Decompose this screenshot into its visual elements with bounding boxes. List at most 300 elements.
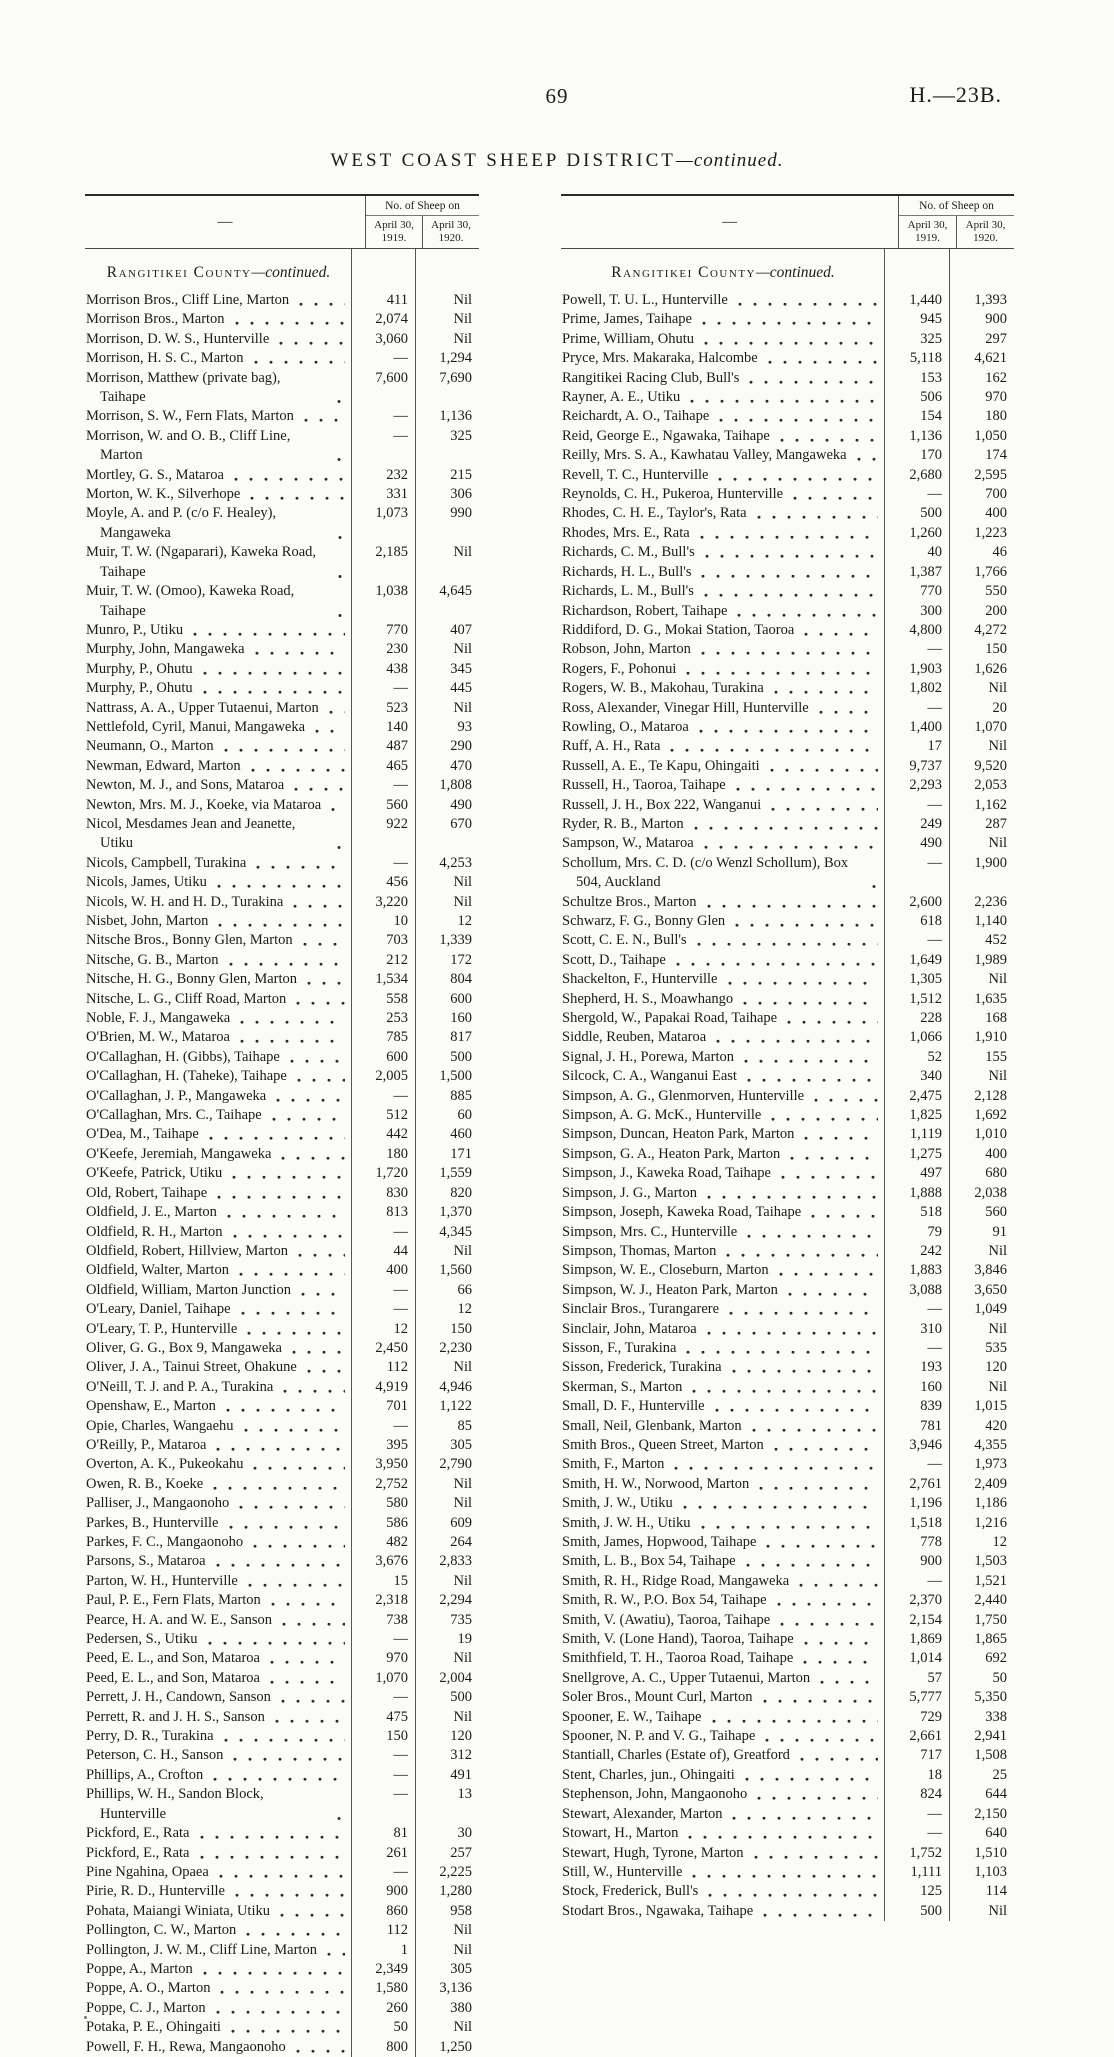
dot-leader (737, 602, 878, 621)
sheep-count-1919: 44 (351, 1242, 415, 1261)
sheep-count-1920: 958 (415, 1902, 479, 1921)
sheep-count-1920: 1,070 (949, 718, 1014, 737)
sheep-count-1920: 4,946 (415, 1378, 479, 1397)
sheep-count-1920: 1,136 (415, 407, 479, 426)
dot-leader (757, 1785, 878, 1804)
owner-name: Smith, V. (Lone Hand), Taoroa, Taihape (561, 1630, 884, 1649)
dot-leader (232, 1164, 345, 1183)
sheep-count-1920: 2,053 (949, 776, 1014, 795)
sheep-count-1919: 228 (884, 1009, 949, 1028)
sheep-count-1919: 558 (351, 990, 415, 1009)
owner-name: Nitsche, L. G., Cliff Road, Marton (85, 990, 351, 1009)
table-row (561, 1494, 1014, 1513)
dot-leader (294, 776, 345, 795)
sheep-count-1919: 395 (351, 1436, 415, 1455)
owner-name: Small, D. F., Hunterville (561, 1397, 884, 1416)
owner-name: Peterson, C. H., Sanson (85, 1746, 351, 1765)
sheep-count-1920: 305 (415, 1960, 479, 1979)
dot-leader (736, 776, 878, 795)
table-row (561, 1339, 1014, 1358)
dot-leader (716, 1028, 878, 1047)
dot-leader (757, 504, 878, 523)
owner-name: Ross, Alexander, Vinegar Hill, Hunterville (561, 699, 884, 718)
dot-leader (692, 1863, 878, 1882)
table-row (85, 931, 479, 950)
sheep-count-1919: 170 (884, 446, 949, 465)
table-row (561, 349, 1014, 368)
sheep-count-1919: 703 (351, 931, 415, 950)
sheep-count-1920: 171 (415, 1145, 479, 1164)
owner-name: Owen, R. B., Koeke (85, 1475, 351, 1494)
dot-leader (220, 1979, 345, 1998)
table-row (85, 1397, 479, 1416)
sheep-count-1919: 249 (884, 815, 949, 834)
owner-name: Pryce, Mrs. Makaraka, Halcombe (561, 349, 884, 368)
sheep-count-1920: 1,521 (949, 1572, 1014, 1591)
sheep-count-1920: 12 (415, 912, 479, 931)
sheep-count-1920: 5,350 (949, 1688, 1014, 1707)
sheep-count-1919: 1,869 (884, 1630, 949, 1649)
sheep-count-1919: 261 (351, 1844, 415, 1863)
table-row (561, 757, 1014, 776)
sheep-count-1919: 4,919 (351, 1378, 415, 1397)
sheep-count-1919: 81 (351, 1824, 415, 1843)
sheep-count-1919: 487 (351, 737, 415, 756)
sheep-count-1920: 990 (415, 504, 479, 543)
sheep-count-1919: 193 (884, 1358, 949, 1377)
sheep-count-1920: 500 (415, 1048, 479, 1067)
page-number: 69 (545, 84, 569, 108)
dot-leader (692, 1378, 878, 1397)
owner-name: Nicol, Mesdames Jean and Jeanette, Utiku (85, 815, 351, 854)
sheep-count-1920: 1,900 (949, 854, 1014, 893)
dot-leader (804, 1630, 878, 1649)
dot-leader (231, 2018, 345, 2037)
dot-leader (744, 1048, 878, 1067)
sheep-count-1920: 644 (949, 1785, 1014, 1804)
owner-name: Riddiford, D. G., Mokai Station, Taoroa (561, 621, 884, 640)
dot-leader (247, 1320, 345, 1339)
owner-name: Spooner, N. P. and V. G., Taihape (561, 1727, 884, 1746)
sheep-count-1919: 300 (884, 602, 949, 621)
table-row (85, 310, 479, 329)
sheep-count-1920: 297 (949, 330, 1014, 349)
table-row (561, 990, 1014, 1009)
sheep-count-1919: 438 (351, 660, 415, 679)
sheep-count-1919: 1,752 (884, 1844, 949, 1863)
page-title-continued: —continued. (675, 150, 784, 171)
sheep-count-1920: 2,150 (949, 1805, 1014, 1824)
dot-leader (771, 1106, 878, 1125)
table-row (561, 912, 1014, 931)
owner-name: Peed, E. L., and Son, Mataroa (85, 1669, 351, 1688)
table-row (85, 1999, 479, 2018)
sheep-count-1920: 1,015 (949, 1397, 1014, 1416)
owner-name: Nicols, W. H. and H. D., Turakina (85, 893, 351, 912)
owner-name: Perry, D. R., Turakina (85, 1727, 351, 1746)
sheep-count-1920: 600 (415, 990, 479, 1009)
sheep-count-1920: 306 (415, 485, 479, 504)
dot-leader (705, 543, 878, 562)
sheep-count-1920: 1,010 (949, 1125, 1014, 1144)
table-row (85, 854, 479, 873)
sheep-count-1919: 400 (351, 1261, 415, 1280)
owner-name: Ryder, R. B., Marton (561, 815, 884, 834)
owner-name: Schollum, Mrs. C. D. (c/o Wenzl Schollum), Box 504, Auckland (561, 854, 884, 893)
owner-name: Reynolds, C. H., Pukeroa, Hunterville (561, 485, 884, 504)
sheep-count-1919: 800 (351, 2038, 415, 2057)
sheep-count-1920: 491 (415, 1766, 479, 1785)
dot-leader (290, 1048, 345, 1067)
dot-leader (701, 640, 878, 659)
sheep-count-1920: 804 (415, 970, 479, 989)
sheep-count-1920: 2,128 (949, 1087, 1014, 1106)
table-row (561, 1048, 1014, 1067)
dot-leader (293, 893, 345, 912)
owner-name: Oldfield, Walter, Marton (85, 1261, 351, 1280)
sheep-count-1920: 257 (415, 1844, 479, 1863)
sheep-count-1919: — (884, 640, 949, 659)
table-row (85, 504, 479, 543)
table-row (561, 369, 1014, 388)
sheep-count-1919: 3,950 (351, 1455, 415, 1474)
table-row (561, 543, 1014, 562)
sheep-count-1919: 839 (884, 1397, 949, 1416)
owner-name: Potaka, P. E., Ohingaiti (85, 2018, 351, 2037)
dot-leader (276, 1087, 345, 1106)
sheep-count-1920: 25 (949, 1766, 1014, 1785)
sheep-count-1919: 945 (884, 310, 949, 329)
sheep-count-1920: Nil (949, 970, 1014, 989)
owner-name: Murphy, John, Mangaweka (85, 640, 351, 659)
sheep-count-1919: 2,475 (884, 1087, 949, 1106)
sheep-count-1919: 10 (351, 912, 415, 931)
sheep-count-1920: 325 (415, 427, 479, 466)
table-row (561, 737, 1014, 756)
sheep-count-1919: 1,119 (884, 1125, 949, 1144)
dot-leader (701, 1514, 878, 1533)
table-row (85, 1164, 479, 1183)
sheep-count-1920: 1,122 (415, 1397, 479, 1416)
sheep-count-1920: Nil (415, 873, 479, 892)
owner-name: Richards, H. L., Bull's (561, 563, 884, 582)
sheep-count-1919: 717 (884, 1746, 949, 1765)
sheep-count-1919: — (351, 1630, 415, 1649)
dot-leader (704, 582, 878, 601)
dot-leader (299, 291, 345, 310)
dot-leader (800, 1746, 878, 1765)
sheep-count-1920: 1,750 (949, 1611, 1014, 1630)
table-row (85, 1223, 479, 1242)
sheep-count-1920: 1,294 (415, 349, 479, 368)
owner-name: Smith, James, Hopwood, Taihape (561, 1533, 884, 1552)
table-row (85, 1087, 479, 1106)
sheep-count-1919: 618 (884, 912, 949, 931)
table-row (561, 582, 1014, 601)
sheep-count-1919: 325 (884, 330, 949, 349)
dot-leader (793, 485, 878, 504)
table-row (561, 1184, 1014, 1203)
table-row (561, 1417, 1014, 1436)
table-row (561, 1708, 1014, 1727)
table-row (85, 1067, 479, 1086)
sheep-count-1920: 264 (415, 1533, 479, 1552)
sheep-count-1920: 66 (415, 1281, 479, 1300)
dot-leader (701, 563, 878, 582)
sheep-count-1920: 30 (415, 1824, 479, 1843)
sheep-count-1919: 781 (884, 1417, 949, 1436)
owner-name: Robson, John, Marton (561, 640, 884, 659)
sheep-count-1920: Nil (949, 737, 1014, 756)
sheep-count-1919: 7,600 (351, 369, 415, 408)
table-row (85, 640, 479, 659)
sheep-count-1919: 770 (884, 582, 949, 601)
table-row (561, 1261, 1014, 1280)
sheep-count-1919: 17 (884, 737, 949, 756)
table-header (561, 194, 1014, 249)
sheep-count-1920: 670 (415, 815, 479, 854)
dot-leader (338, 524, 345, 543)
sheep-count-1919: 3,676 (351, 1552, 415, 1571)
table-row (85, 1824, 479, 1843)
sheep-count-1920: 155 (949, 1048, 1014, 1067)
table-row (85, 1863, 479, 1882)
owner-name: Reid, George E., Ngawaka, Taihape (561, 427, 884, 446)
owner-name: Shackelton, F., Hunterville (561, 970, 884, 989)
owner-name: Oldfield, Robert, Hillview, Marton (85, 1242, 351, 1261)
scan-speck (84, 2016, 87, 2019)
sheep-count-1919: 922 (351, 815, 415, 854)
sheep-count-1920: 680 (949, 1164, 1014, 1183)
dot-leader (235, 310, 345, 329)
dot-leader (256, 854, 345, 873)
sheep-count-1920: 345 (415, 660, 479, 679)
table-row (85, 1320, 479, 1339)
table-row (561, 1572, 1014, 1591)
table-row (561, 1281, 1014, 1300)
sheep-count-1919: — (884, 1805, 949, 1824)
table-row (561, 796, 1014, 815)
table-row (561, 640, 1014, 659)
dot-leader (250, 485, 345, 504)
owner-name: Simpson, G. A., Heaton Park, Marton (561, 1145, 884, 1164)
dot-leader (338, 563, 345, 582)
table-row (85, 1902, 479, 1921)
table-row (85, 466, 479, 485)
owner-name: Muir, T. W. (Ngaparari), Kaweka Road, Taihape (85, 543, 351, 582)
table-row (85, 660, 479, 679)
dot-leader (697, 931, 878, 950)
sheep-count-1919: — (351, 679, 415, 698)
sheep-count-1919: 3,220 (351, 893, 415, 912)
sheep-count-1919: 253 (351, 1009, 415, 1028)
sheep-count-1920: 2,038 (949, 1184, 1014, 1203)
sheep-count-1920: 460 (415, 1125, 479, 1144)
owner-name: Rayner, A. E., Utiku (561, 388, 884, 407)
table-row (561, 1242, 1014, 1261)
sheep-count-1920: 93 (415, 718, 479, 737)
owner-name: Stowart, H., Marton (561, 1824, 884, 1843)
dot-leader (226, 1397, 345, 1416)
sheep-count-1920: 970 (949, 388, 1014, 407)
sheep-count-1920: 560 (949, 1203, 1014, 1222)
table-row (85, 1514, 479, 1533)
dot-leader (707, 893, 878, 912)
owner-name: Simpson, Mrs. C., Hunterville (561, 1223, 884, 1242)
sheep-count-1920: 3,650 (949, 1281, 1014, 1300)
table-row (561, 388, 1014, 407)
owner-name: Pearce, H. A. and W. E., Sanson (85, 1611, 351, 1630)
dot-leader (763, 1688, 878, 1707)
date-column-headers (899, 216, 1014, 248)
table-row (561, 330, 1014, 349)
owner-name: Soler Bros., Mount Curl, Marton (561, 1688, 884, 1707)
dot-leader (279, 330, 345, 349)
owner-name: Simpson, A. G. McK., Hunterville (561, 1106, 884, 1125)
dot-leader (296, 2038, 345, 2057)
sheep-count-1919: 1,903 (884, 660, 949, 679)
sheep-count-1920: 338 (949, 1708, 1014, 1727)
sheep-count-1919: 701 (351, 1397, 415, 1416)
owner-name: O'Keefe, Patrick, Utiku (85, 1164, 351, 1183)
sheep-count-1920: 640 (949, 1824, 1014, 1843)
dot-leader (686, 1339, 878, 1358)
sheep-count-1920: 420 (949, 1417, 1014, 1436)
sheep-count-1920: 535 (949, 1339, 1014, 1358)
table-row (85, 737, 479, 756)
sheep-count-header-group (898, 196, 1014, 248)
owner-name: Rhodes, C. H. E., Taylor's, Rata (561, 504, 884, 523)
owner-name: O'Keefe, Jeremiah, Mangaweka (85, 1145, 351, 1164)
sheep-count-1920: 150 (415, 1320, 479, 1339)
dot-leader (774, 1436, 878, 1455)
owner-name: Silcock, C. A., Wanganui East (561, 1067, 884, 1086)
table-row (561, 1320, 1014, 1339)
dot-leader (676, 951, 878, 970)
sheep-count-1920: Nil (949, 1242, 1014, 1261)
dot-leader (337, 388, 345, 407)
table-row (561, 893, 1014, 912)
sheep-count-1920: 200 (949, 602, 1014, 621)
owner-name: Newton, M. J., and Sons, Mataroa (85, 776, 351, 795)
owner-name: Simpson, Duncan, Heaton Park, Marton (561, 1125, 884, 1144)
sheep-count-1919: 153 (884, 369, 949, 388)
sheep-count-1919: — (884, 1339, 949, 1358)
owner-name: Simpson, W. E., Closeburn, Marton (561, 1261, 884, 1280)
dot-leader (253, 1533, 345, 1552)
sheep-count-1920: 1,140 (949, 912, 1014, 931)
sheep-count-1919: 738 (351, 1611, 415, 1630)
sheep-count-1919: — (351, 1688, 415, 1707)
owner-name: Nisbet, John, Marton (85, 912, 351, 931)
owner-name: Pollington, C. W., Marton (85, 1921, 351, 1940)
sheep-count-1920: 700 (949, 485, 1014, 504)
sheep-count-1919: 1,888 (884, 1184, 949, 1203)
sheep-count-1920: 312 (415, 1746, 479, 1765)
sheep-count-1920: 1,250 (415, 2038, 479, 2057)
sheep-count-1920: 168 (949, 1009, 1014, 1028)
sheep-count-1920: 1,103 (949, 1863, 1014, 1882)
sheep-count-1920: 609 (415, 1514, 479, 1533)
sheep-count-1919: 830 (351, 1184, 415, 1203)
page-title (0, 150, 1114, 172)
sheep-count-1919: 1,014 (884, 1649, 949, 1668)
owner-name: Pollington, J. W. M., Cliff Line, Marton (85, 1941, 351, 1960)
section-heading-row (85, 249, 479, 291)
table-row (561, 776, 1014, 795)
dot-leader (707, 1320, 878, 1339)
sheep-count-1919: 523 (351, 699, 415, 718)
sheep-count-1919: — (351, 776, 415, 795)
dot-leader (283, 1378, 345, 1397)
table-row (85, 1436, 479, 1455)
sheep-count-1920: Nil (949, 1378, 1014, 1397)
dot-leader (754, 1844, 878, 1863)
sheep-count-1919: 1,802 (884, 679, 949, 698)
dot-leader (241, 1300, 345, 1319)
sheep-count-1919: 1,440 (884, 291, 949, 310)
dot-leader (233, 1746, 345, 1765)
sheep-count-1920: 305 (415, 1436, 479, 1455)
owner-name: Stephenson, John, Mangaonoho (561, 1785, 884, 1804)
dot-leader (307, 1358, 345, 1377)
sheep-count-1919: 2,661 (884, 1727, 949, 1746)
owner-name: Sinclair, John, Mataroa (561, 1320, 884, 1339)
sheep-count-1920: 1,223 (949, 524, 1014, 543)
sheep-count-1920: 2,790 (415, 1455, 479, 1474)
table-row (85, 990, 479, 1009)
table-row (85, 1106, 479, 1125)
owner-name: Munro, P., Utiku (85, 621, 351, 640)
dot-leader (233, 1223, 345, 1242)
sheep-count-1919: — (351, 1223, 415, 1242)
dot-leader (770, 757, 878, 776)
sheep-count-1919: 2,185 (351, 543, 415, 582)
owner-name: Powell, T. U. L., Hunterville (561, 291, 884, 310)
sheep-count-1919: 580 (351, 1494, 415, 1513)
dot-leader (219, 1863, 345, 1882)
owner-name: Nitsche, H. G., Bonny Glen, Marton (85, 970, 351, 989)
table-row (85, 699, 479, 718)
owner-name: Stantiall, Charles (Estate of), Greatford (561, 1746, 884, 1765)
sheep-count-1920: Nil (949, 1320, 1014, 1339)
sheep-count-1919: — (351, 1300, 415, 1319)
sheep-count-1920: 407 (415, 621, 479, 640)
owner-name: Sisson, F., Turakina (561, 1339, 884, 1358)
dot-leader (298, 1242, 345, 1261)
dot-leader (683, 1494, 878, 1513)
owner-name: Poppe, A., Marton (85, 1960, 351, 1979)
sheep-count-1919: — (884, 485, 949, 504)
dot-leader (780, 1611, 878, 1630)
owner-name: O'Callaghan, Mrs. C., Taihape (85, 1106, 351, 1125)
dot-leader (203, 660, 345, 679)
dot-leader (702, 310, 878, 329)
table-row (85, 1669, 479, 1688)
owner-name: Richards, L. M., Bull's (561, 582, 884, 601)
sheep-count-1920: 3,846 (949, 1261, 1014, 1280)
owner-name: Smith, V. (Awatiu), Taoroa, Taihape (561, 1611, 884, 1630)
sheep-count-1920: Nil (415, 1358, 479, 1377)
table-row (85, 1494, 479, 1513)
sheep-count-1919: 2,450 (351, 1339, 415, 1358)
owner-name: Sinclair Bros., Turangarere (561, 1300, 884, 1319)
table-row (561, 1688, 1014, 1707)
owner-name: Pine Ngahina, Opaea (85, 1863, 351, 1882)
dot-leader (732, 1805, 878, 1824)
dot-leader (746, 1552, 878, 1571)
table-row (85, 1921, 479, 1940)
